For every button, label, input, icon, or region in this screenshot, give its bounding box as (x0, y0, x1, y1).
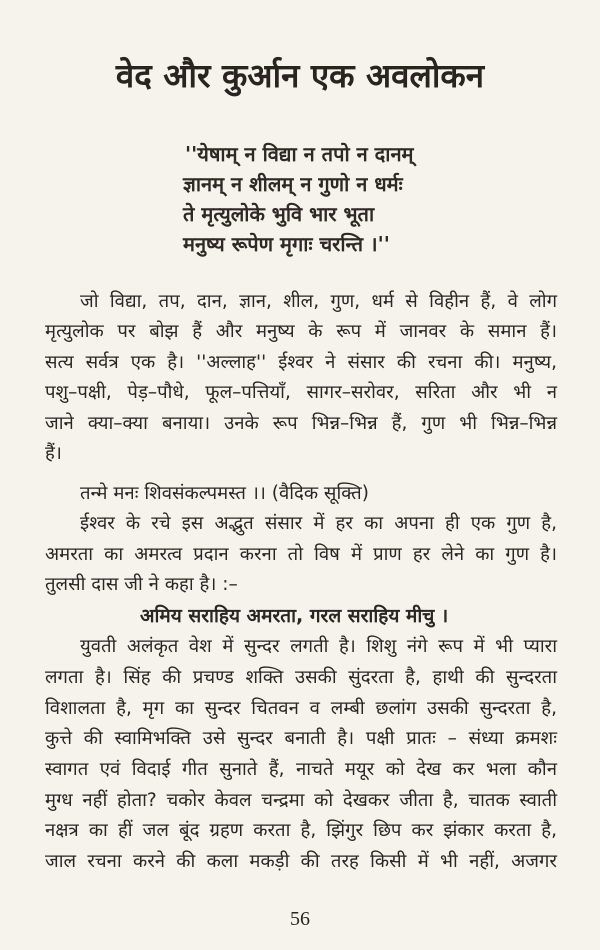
verse-line: ज्ञानम् न शीलम् न गुणो न धर्मः (183, 172, 403, 196)
text-line: मृत्युलोक पर बोझ हैं और मनुष्य के रूप में जानवर के समान हैं। (45, 321, 557, 342)
text-line: तुलसी दास जी ने कहा है। :– (45, 574, 238, 595)
text-line: मुग्ध नहीं होता? चकोर केवल चन्द्रमा को देखकर जीता है, चातक स्वाती (45, 790, 557, 811)
text-line: लगता है। सिंह की प्रचण्ड शक्ति उसकी सुंदरता है, हाथी की सुन्दरता (45, 667, 557, 688)
text-line: सत्य सर्वत्र एक है। ''अल्लाह'' ईश्वर ने संसार की रचना की। मनुष्य, (45, 352, 557, 373)
text-line: पशु–पक्षी, पेड़–पौधे, फूल–पत्तियाँ, सागर–सरोवर, सरिता और भी न (45, 382, 557, 403)
text-line: तन्मे मनः शिवसंकल्पमस्त ।। (वैदिक सूक्ति) (80, 483, 369, 504)
text-line: ईश्वर के रचे इस अद्भुत संसार में हर का अपना ही एक गुण है, (80, 513, 557, 534)
text-line: कुत्ते की स्वामिभक्ति उसे सुन्दर बनाती है। पक्षी प्रातः – संध्या क्रमशः (45, 728, 557, 749)
verse-line: ते मृत्युलोके भुवि भार भूता (183, 202, 375, 226)
text-line: हैं। (45, 443, 62, 464)
text-line: नक्षत्र का हीं जल बूंद ग्रहण करता है, झिंगुर छिप कर झंकार करता है, (45, 820, 557, 841)
verse-line: ''येषाम् न विद्या न तपो न दानम् (185, 142, 414, 166)
text-line: जाने क्या–क्या बनाया। उनके रूप भिन्न–भिन्न हैं, गुण भी भिन्न–भिन्न (45, 413, 557, 434)
text-line: जाल रचना करने की कला मकड़ी की तरह किसी में भी नहीं, अजगर (45, 851, 557, 872)
verse-line: मनुष्य रूपेण मृगाः चरन्ति ।'' (183, 232, 390, 256)
text-line: जो विद्या, तप, दान, ज्ञान, शील, गुण, धर्म से विहीन हैं, वे लोग (80, 291, 557, 312)
text-line: युवती अलंकृत वेश में सुन्दर लगती है। शिशु नंगे रूप में भी प्यारा (80, 636, 557, 657)
text-line: अमरता का अमरत्व प्रदान करना तो विष में प्राण हर लेने का गुण है। (45, 544, 557, 565)
doha-line: अमिय सराहिय अमरता, गरल सराहिय मीचु । (140, 605, 449, 627)
text-line: विशालता है, मृग का सुन्दर चितवन व लम्बी छलांग उसकी सुन्दरता है, (45, 698, 557, 719)
text-line: स्वागत एवं विदाई गीत सुनाते हैं, नाचते मयूर को देख कर भला कौन (45, 759, 557, 780)
page-number: 56 (290, 908, 310, 930)
chapter-title: वेद और कुर्आन एक अवलोकन (115, 56, 485, 95)
